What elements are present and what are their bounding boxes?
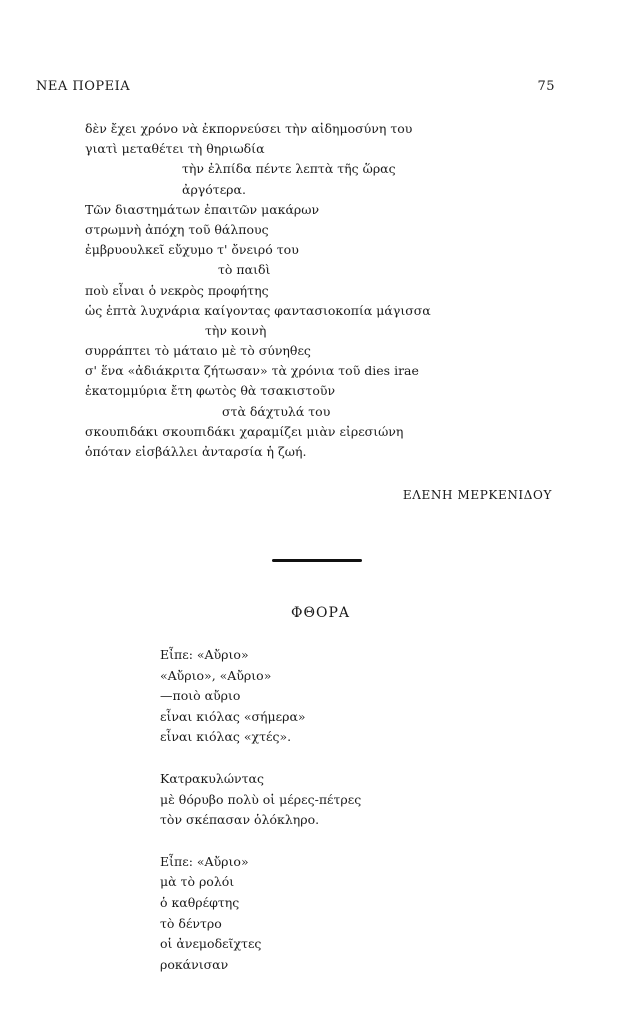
page-number: 75: [537, 79, 555, 94]
poem-line: ἑκατομμύρια ἔτη φωτὸς θὰ τσακιστοῦν: [85, 383, 336, 399]
poem-line: σκουπιδάκι σκουπιδάκι χαραμίζει μιὰν εἰρεσιώνη: [85, 423, 404, 439]
poem-title: ΦΘΟΡΑ: [291, 605, 350, 621]
poem-line: —ποιὸ αὔριο: [160, 688, 241, 704]
poem-line: μὲ θόρυβο πολὺ οἱ μέρες-πέτρες: [160, 791, 362, 807]
poem-line: εἶναι κιόλας «χτές».: [160, 729, 292, 745]
poem-line: στὰ δάχτυλά του: [222, 403, 331, 419]
poem-line: ροκάνισαν: [160, 956, 229, 972]
author-name: ΕΛΕΝΗ ΜΕΡΚΕΝΙΔΟΥ: [402, 488, 552, 502]
poem-line: οἱ ἀνεμοδεῖχτες: [160, 936, 262, 952]
poem-line: ἐμβρυουλκεῖ εὔχυμο τ' ὄνειρό του: [85, 242, 299, 258]
poem-line: «Αὔριο», «Αὔριο»: [160, 667, 272, 683]
poem-line: ποὺ εἶναι ὁ νεκρὸς προφήτης: [85, 282, 269, 298]
poem-line: τὴν κοινὴ: [205, 322, 267, 338]
section-divider: [272, 559, 362, 562]
poem-line: ὁ καθρέφτης: [160, 894, 240, 910]
poem-line: Τῶν διαστημάτων ἐπαιτῶν μακάρων: [85, 201, 320, 217]
stanza-break: [160, 831, 500, 852]
poem-line: ὁπόταν εἰσβάλλει ἀνταρσία ἡ ζωή.: [85, 444, 307, 459]
poem-line: ὡς ἑπτὰ λυχνάρια καίγοντας φαντασιοκοπία μάγισσα: [85, 302, 431, 318]
poem-line: Εἶπε: «Αὔριο»: [160, 853, 249, 869]
poem-line: σ' ἕνα «ἀδιάκριτα ζήτωσαν» τὰ χρόνια τοῦ dies irae: [85, 363, 419, 379]
poem-line: στρωμνὴ ἀπόχη τοῦ θάλπους: [85, 221, 269, 237]
running-head: [36, 79, 555, 94]
poem-line: τὴν ἐλπίδα πέντε λεπτὰ τῆς ὥρας: [182, 161, 396, 177]
stanza-break: [160, 748, 500, 769]
poem-line: μὰ τὸ ρολόι: [160, 874, 235, 890]
poem-fthora: [160, 645, 500, 975]
poem-line: εἶναι κιόλας «σήμερα»: [160, 708, 306, 724]
poem-line: συρράπτει τὸ μάταιο μὲ τὸ σύνηθες: [85, 343, 311, 359]
poem-line: τὸ παιδὶ: [218, 262, 271, 278]
poem-line: ἀργότερα.: [182, 181, 246, 197]
poem-line: τὸν σκέπασαν ὁλόκληρο.: [160, 812, 320, 828]
poem-continuation: [85, 119, 525, 462]
journal-title: ΝΕΑ ΠΟΡΕΙΑ: [36, 79, 131, 94]
poem-line: τὸ δέντρο: [160, 915, 222, 931]
poem-line: γιατὶ μεταθέτει τὴ θηριωδία: [85, 141, 265, 157]
poem-line: Εἶπε: «Αὔριο»: [160, 647, 249, 662]
poem-line: δὲν ἔχει χρόνο νὰ ἐκπορνεύσει τὴν αἰδημοσύνη του: [85, 121, 413, 136]
poem-line: Κατρακυλώντας: [160, 770, 264, 786]
